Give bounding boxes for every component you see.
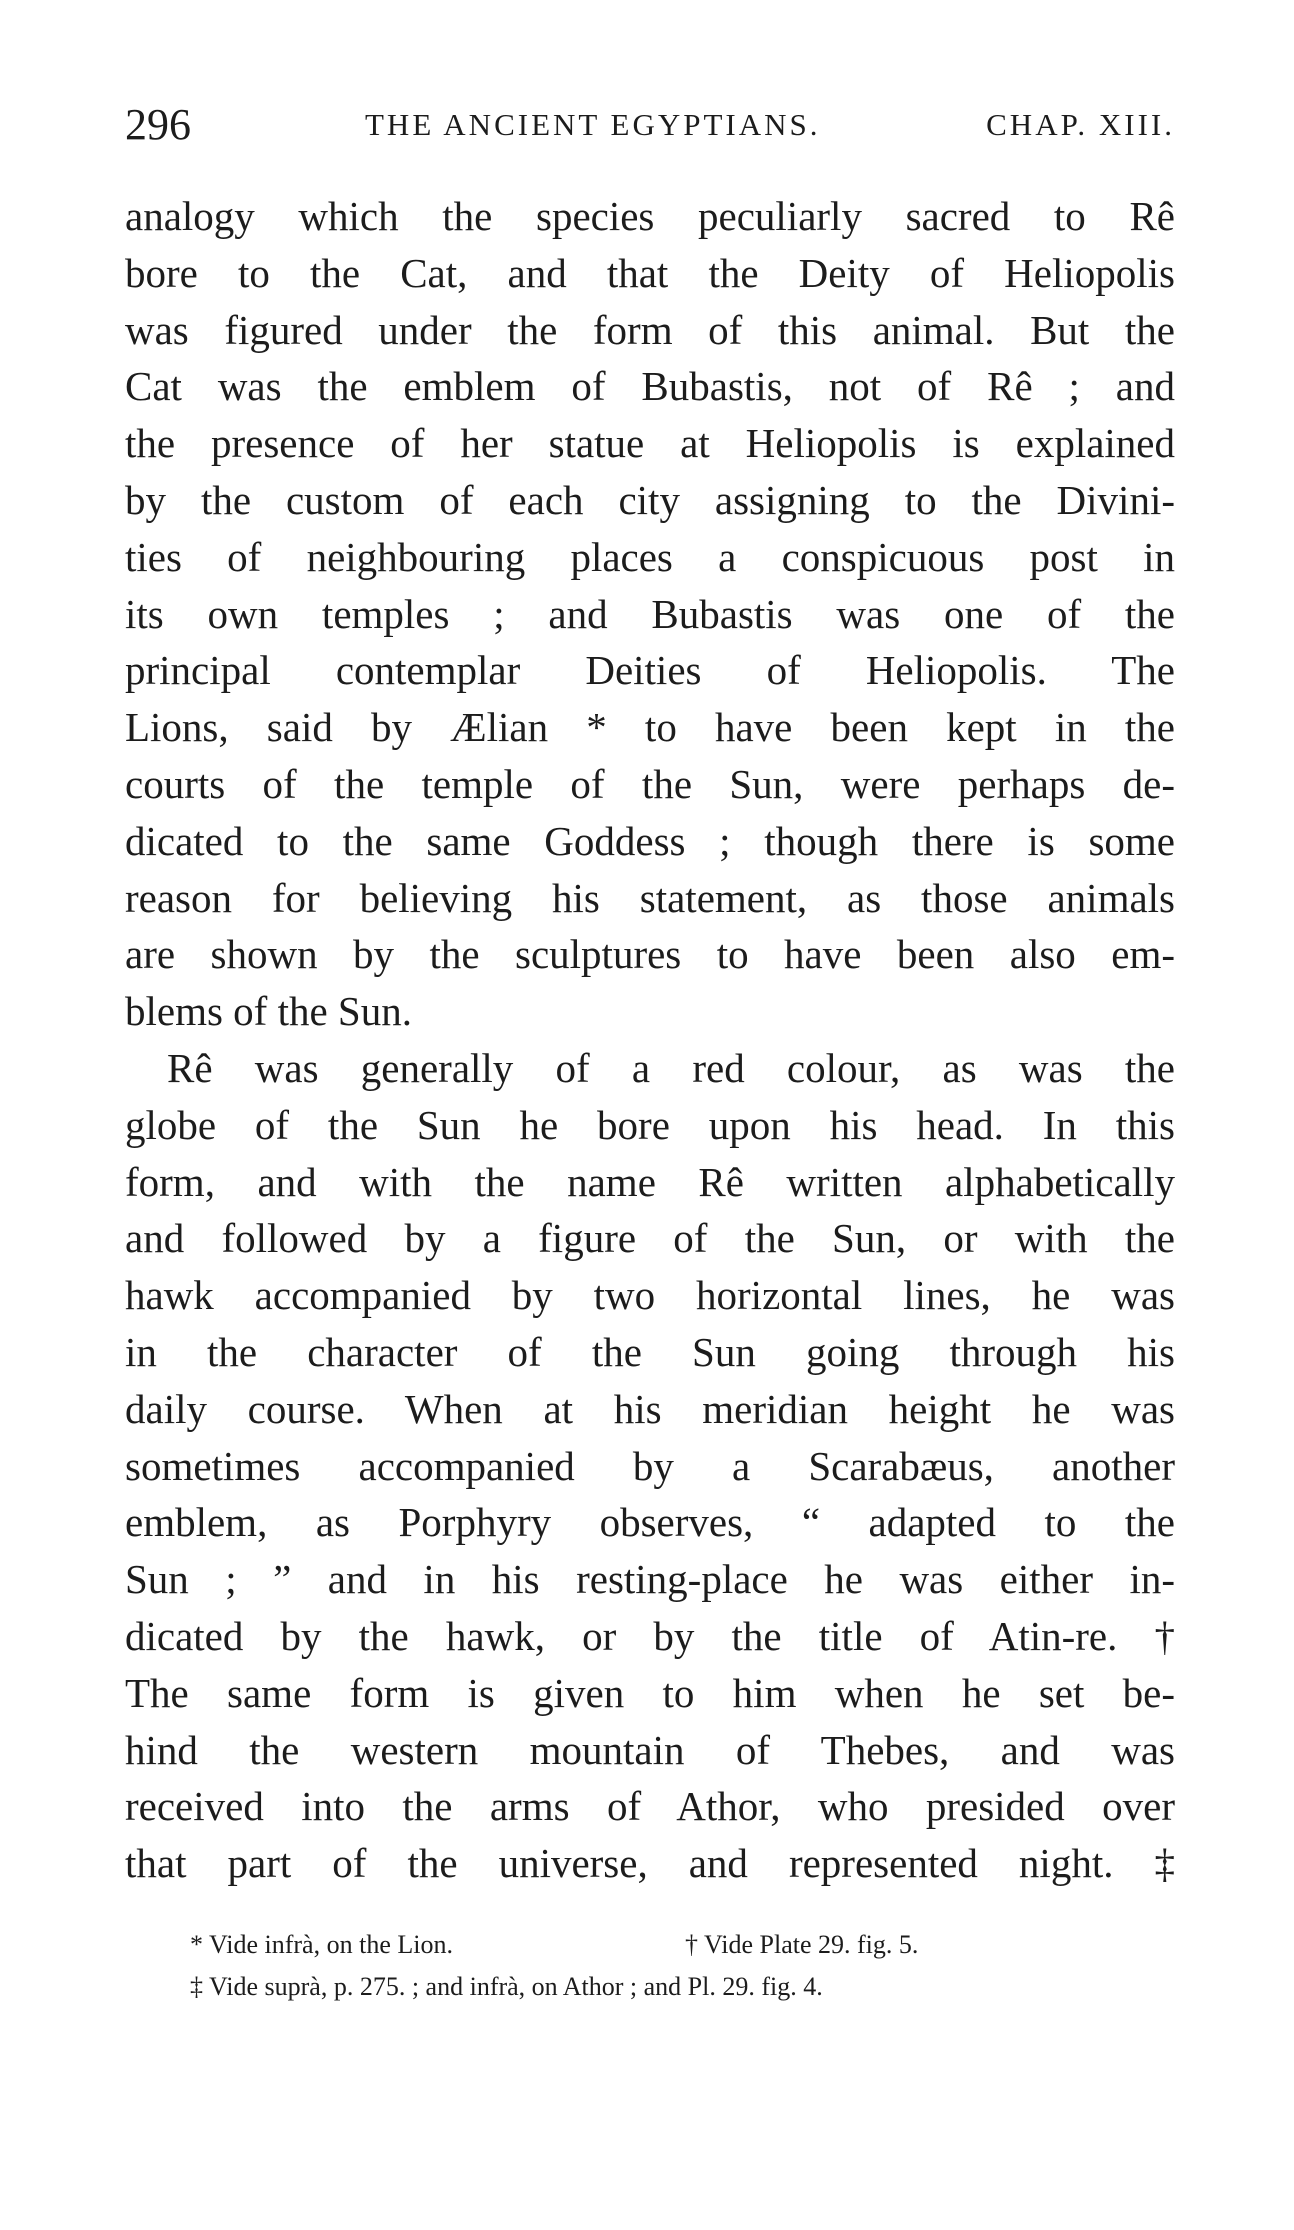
text-line: its own temples ; and Bubastis was one of the: [125, 590, 1175, 637]
text-line: and followed by a figure of the Sun, or with the: [125, 1215, 1175, 1262]
text-line: was figured under the form of this animal. But the: [125, 306, 1175, 353]
chapter-label: CHAP. XIII.: [986, 107, 1175, 142]
text-line: in the character of the Sun going through his: [125, 1328, 1175, 1375]
footnote-3: ‡ Vide suprà, p. 275. ; and infrà, on Athor ; and Pl. 29. fig. 4.: [190, 1972, 823, 2001]
text-line: Sun ; ” and in his resting-place he was either in-: [125, 1556, 1175, 1603]
text-line: Rê was generally of a red colour, as was the: [167, 1044, 1175, 1091]
text-line: emblem, as Porphyry observes, “ adapted to the: [125, 1499, 1175, 1546]
text-line: globe of the Sun he bore upon his head. In this: [125, 1101, 1175, 1148]
footnote-row: [190, 1924, 1140, 1966]
text-line: ties of neighbouring places a conspicuous post in: [125, 533, 1175, 580]
page-header: [125, 95, 1175, 155]
text-line: blems of the Sun.: [125, 988, 412, 1035]
text-line: bore to the Cat, and that the Deity of Heliopolis: [125, 249, 1175, 296]
text-line: dicated to the same Goddess ; though there is some: [125, 817, 1175, 864]
text-line: are shown by the sculptures to have been also em-: [125, 931, 1175, 978]
text-line: received into the arms of Athor, who presided over: [125, 1783, 1175, 1830]
body-text: [125, 188, 1175, 1892]
text-line: sometimes accompanied by a Scarabæus, another: [125, 1442, 1175, 1489]
text-line: daily course. When at his meridian height he was: [125, 1385, 1175, 1432]
text-line: principal contemplar Deities of Heliopolis. The: [125, 647, 1175, 694]
text-line: Lions, said by Ælian * to have been kept in the: [125, 704, 1175, 751]
text-line: courts of the temple of the Sun, were perhaps de-: [125, 760, 1175, 807]
text-line: Cat was the emblem of Bubastis, not of Rê ; and: [125, 363, 1175, 410]
text-line: The same form is given to him when he set be-: [125, 1669, 1175, 1716]
text-line: dicated by the hawk, or by the title of Atin-re. †: [125, 1612, 1175, 1659]
footnote-row: [190, 1966, 1140, 2008]
text-line: by the custom of each city assigning to the Divini-: [125, 476, 1175, 523]
footnote-2: † Vide Plate 29. fig. 5.: [685, 1930, 919, 1959]
text-line: that part of the universe, and represented night. ‡: [125, 1840, 1175, 1887]
footnotes: [190, 1924, 1140, 2008]
text-line: hind the western mountain of Thebes, and was: [125, 1726, 1175, 1773]
text-line: reason for believing his statement, as those animals: [125, 874, 1175, 921]
footnote-1: * Vide infrà, on the Lion.: [190, 1930, 453, 1959]
running-head: THE ANCIENT EGYPTIANS.: [365, 107, 821, 142]
text-line: hawk accompanied by two horizontal lines, he was: [125, 1272, 1175, 1319]
text-line: form, and with the name Rê written alphabetically: [125, 1158, 1175, 1205]
page-number: 296: [125, 100, 191, 149]
text-line: the presence of her statue at Heliopolis is explained: [125, 420, 1175, 467]
text-line: analogy which the species peculiarly sacred to Rê: [125, 193, 1175, 239]
